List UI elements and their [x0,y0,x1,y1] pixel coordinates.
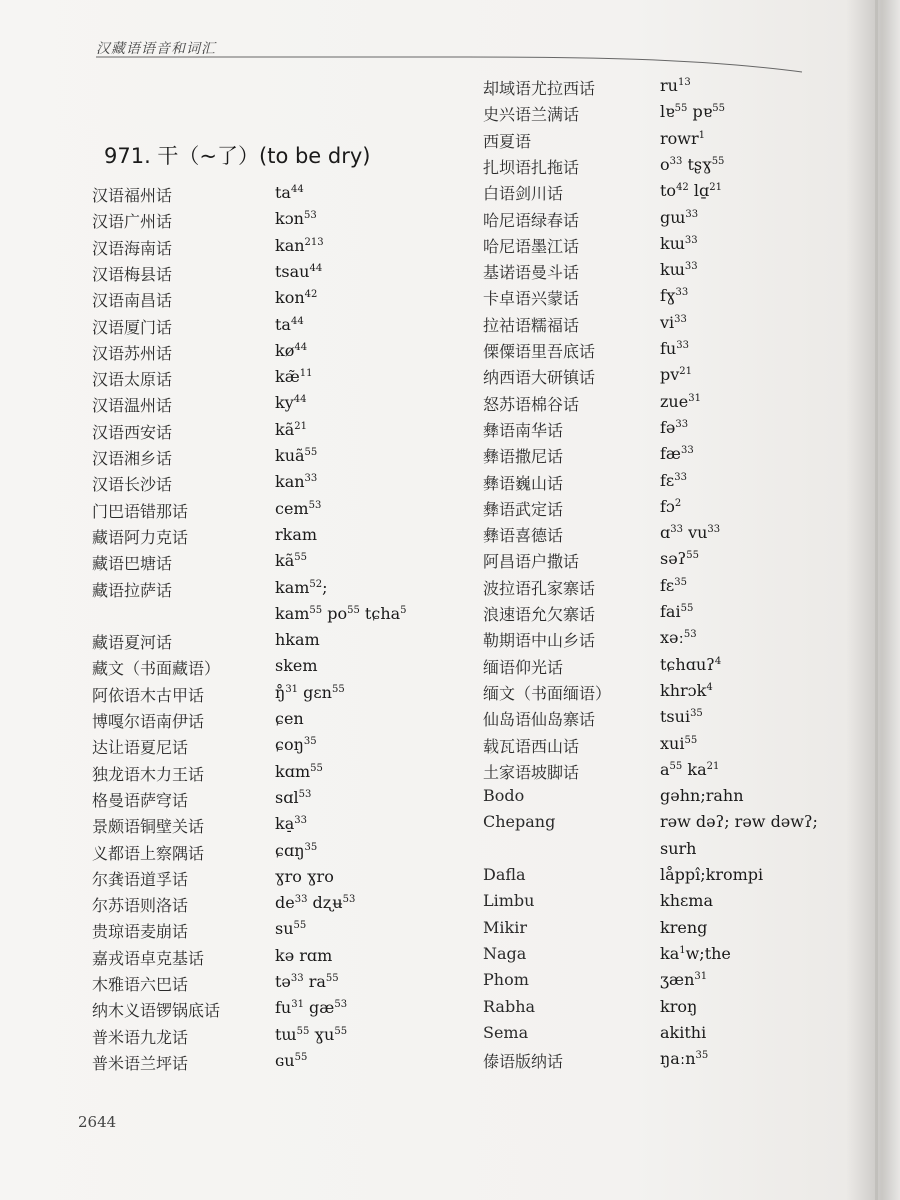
phonetic-form: khɛma [660,891,713,911]
language-name: 缅语仰光话 [483,657,564,677]
phonetic-form: tɕhɑuʔ$^4$ [660,654,722,674]
phonetic-form: kreng [660,917,708,937]
phonetic-form: gəhn;rahn [660,786,744,806]
language-name: 基诺语曼斗话 [483,263,580,283]
language-name: 拉祜语糯福话 [483,315,580,335]
language-name: 达让语夏尼话 [92,738,189,758]
phonetic-form: ɕen [275,709,304,728]
phonetic-form: khrɔk$^4$ [660,680,713,700]
language-name: 扎坝语扎拖话 [483,157,580,177]
language-name: Chepang [483,812,556,832]
phonetic-form: kuã$^{55}$ [275,446,318,465]
language-name: 门巴语错那话 [92,501,189,521]
language-name: Bodo [483,786,525,806]
language-name: 普米语兰坪话 [92,1053,189,1073]
language-name: 载瓦语西山话 [483,736,580,756]
phonetic-form: tsui$^{35}$ [660,707,703,727]
phonetic-form: kan$^{213}$ [275,235,324,255]
language-name: 嘉戎语卓克基话 [92,948,205,968]
language-name: 藏语阿力克话 [92,527,189,547]
phonetic-form: surh [660,838,697,858]
phonetic-form: $to^{42}$ lɑ̱$^{21}$ [660,181,722,201]
language-name: 汉语长沙话 [92,475,173,495]
language-name: 汉语海南话 [92,238,173,258]
language-name: 傣语版纳话 [483,1052,564,1072]
language-name: 贵琼语麦崩话 [92,922,189,942]
phonetic-form: $su^{55}$ [275,919,307,939]
phonetic-form: $o^{33}$ tʂɣ$^{55}$ [660,154,725,174]
phonetic-form: fɛ$^{35}$ [660,575,687,595]
language-name: 汉语西安话 [92,422,173,442]
phonetic-form: $de^{33}$ dʐʉ$^{53}$ [275,893,356,913]
language-name: 独龙语木力王话 [92,764,205,784]
phonetic-form: $kã^{55}$ [275,551,307,571]
language-name: 土家语坡脚话 [483,762,580,782]
phonetic-form: sɑl$^{53}$ [275,787,312,807]
phonetic-form: ɑ$^{33}$ $vu^{33}$ [660,523,721,543]
running-head: 汉藏语语音和词汇 [96,41,216,57]
phonetic-form: $fu^{33}$ [660,339,689,358]
phonetic-form: skem [275,656,318,676]
language-name: 浪速语允欠寨话 [483,605,596,624]
phonetic-form: fai$^{55}$ [660,602,694,621]
language-name: 白语剑川话 [483,184,564,204]
phonetic-form: $a^{55}$ $ka^{21}$ [660,759,720,779]
phonetic-form: kon$^{42}$ [275,288,318,308]
language-name: Mikir [483,917,527,937]
phonetic-form: ɕɑŋ$^{35}$ [275,840,318,860]
language-name: 汉语南昌话 [92,291,173,311]
language-name: 藏语夏河话 [92,633,173,653]
language-name: 汉语温州话 [92,396,173,416]
phonetic-form: ʒæn$^{31}$ [660,970,708,990]
language-name: 汉语苏州话 [92,343,173,363]
language-name: 阿昌语户撒话 [483,552,580,572]
phonetic-form: tsau$^{44}$ [275,261,323,281]
phonetic-form: ŋaːn$^{35}$ [660,1049,709,1069]
language-name: 彝语南华话 [483,420,564,440]
language-name: Sema [483,1022,529,1042]
phonetic-form: səʔ$^{55}$ [660,549,699,569]
language-name: Naga [483,943,527,963]
language-name: 西夏语 [483,131,532,151]
phonetic-form: ka̠$^{33}$ [275,814,307,834]
phonetic-form: kɑm$^{55}$ [275,761,323,781]
language-name: 波拉语孔家寨话 [483,578,596,598]
language-name: Rabha [483,996,536,1016]
language-name: 彝语巍山话 [483,473,564,493]
phonetic-form: $ta^{44}$ [275,314,304,334]
language-name: 却域语尤拉西话 [483,79,596,98]
language-name: 藏语巴塘话 [92,554,173,574]
phonetic-form: $kã^{21}$ [275,419,307,439]
language-name: 汉语梅县话 [92,264,173,284]
phonetic-form: akithi [660,1022,707,1042]
language-name: 博嘎尔语南伊话 [92,712,205,731]
language-name: Dafla [483,865,526,884]
phonetic-form: $ka^1w;the$ [660,943,731,963]
phonetic-form: kɯ$^{33}$ [660,260,698,280]
phonetic-form: tɯ$^{55}$ ɣu$^{55}$ [275,1024,348,1044]
phonetic-form: rəw dəʔ; rəw dəwʔ; [660,812,818,832]
phonetic-form: $kø^{44}$ [275,340,308,360]
language-name: 藏文（书面藏语） [92,659,221,679]
phonetic-form: kan$^{33}$ [275,472,318,492]
language-name: 彝语武定话 [483,499,564,519]
phonetic-form: kə rɑm [275,945,333,965]
header-rule [96,50,816,74]
phonetic-form: $pv^{21}$ [660,365,693,385]
language-name: Limbu [483,891,535,911]
phonetic-form: kroŋ [660,996,698,1016]
language-name: 史兴语兰满话 [483,105,580,125]
phonetic-form: rkam [275,524,318,544]
phonetic-form: $vi^{33}$ [660,312,687,332]
language-name: 纳木义语锣锅底话 [92,1001,221,1021]
phonetic-form: cem$^{53}$ [275,498,322,518]
phonetic-form: zue$^{31}$ [660,391,701,411]
page-number: 2644 [78,1113,117,1131]
phonetic-form: låppî;krompi [660,865,764,884]
phonetic-form: tə$^{33}$ $ra^{55}$ [275,972,339,991]
phonetic-form: $ky^{44}$ [275,393,307,413]
language-name: 普米语九龙话 [92,1027,189,1047]
language-name: 仙岛语仙岛寨话 [483,710,596,730]
language-name: 木雅语六巴话 [92,975,189,994]
phonetic-form: fɣ$^{33}$ [660,286,689,306]
language-name: 缅文（书面缅语） [483,683,612,703]
language-name: 勒期语中山乡话 [483,631,596,651]
phonetic-form: fɔ$^2$ [660,496,682,516]
phonetic-form: ɕoŋ$^{35}$ [275,735,317,755]
page-edge [875,0,878,1200]
phonetic-form: kɔn$^{53}$ [275,209,317,229]
phonetic-form: $fu^{31}$ $gæ^{53}$ [275,998,348,1018]
language-name: 汉语太原话 [92,370,173,390]
phonetic-form: kam$^{52}$; [275,577,328,597]
phonetic-form: $fæ^{33}$ [660,444,694,464]
language-name: 义都语上察隅话 [92,843,205,863]
phonetic-form: kæ̃$^{11}$ [275,367,313,387]
phonetic-form: xui$^{55}$ [660,733,698,753]
phonetic-form: ɢu$^{55}$ [275,1050,308,1070]
language-name: 景颇语铜壁关话 [92,817,205,837]
phonetic-form: kɯ$^{33}$ [660,233,698,253]
language-name: 傈僳语里吾底话 [483,342,596,361]
phonetic-form: gɯ$^{33}$ [660,207,699,227]
phonetic-form: $ru^{13}$ [660,76,691,95]
language-name: 汉语厦门话 [92,317,173,337]
language-name: 汉语湘乡话 [92,449,173,468]
language-name: 汉语广州话 [92,212,173,232]
language-name: 卡卓语兴蒙话 [483,289,580,309]
phonetic-form: lɐ$^{55}$ pɐ$^{55}$ [660,102,725,122]
language-name: 纳西语大研镇话 [483,368,596,388]
phonetic-form: fɛ$^{33}$ [660,470,687,490]
phonetic-form: rowr$^1$ [660,128,705,148]
phonetic-form: ɣro ɣro [275,866,334,886]
language-name: 藏语拉萨话 [92,580,173,600]
phonetic-form: $ta^{44}$ [275,183,304,202]
language-name: 阿依语木古甲话 [92,685,205,705]
language-name: 格曼语萨穹话 [92,790,189,810]
language-name: 尔苏语则洛话 [92,896,189,916]
language-name: Phom [483,970,529,990]
entry-title: 971. 干（~了）(to be dry) [104,144,371,168]
language-name: 哈尼语绿春话 [483,210,580,230]
phonetic-form: fə$^{33}$ [660,417,689,437]
language-name: 哈尼语墨江话 [483,236,580,256]
phonetic-form: xəː$^{53}$ [660,628,697,648]
phonetic-form: ŋ̊$^{31}$ gɛn$^{55}$ [275,682,345,702]
language-name: 彝语撒尼话 [483,447,564,467]
language-name: 怒苏语棉谷话 [483,394,580,414]
language-name: 汉语福州话 [92,186,173,205]
phonetic-form: hkam [275,630,320,650]
language-name: 尔龚语道孚话 [92,869,189,889]
phonetic-form: kam$^{55}$ $po^{55}$ tɕha$^5$ [275,603,407,623]
language-name: 彝语喜德话 [483,526,564,546]
